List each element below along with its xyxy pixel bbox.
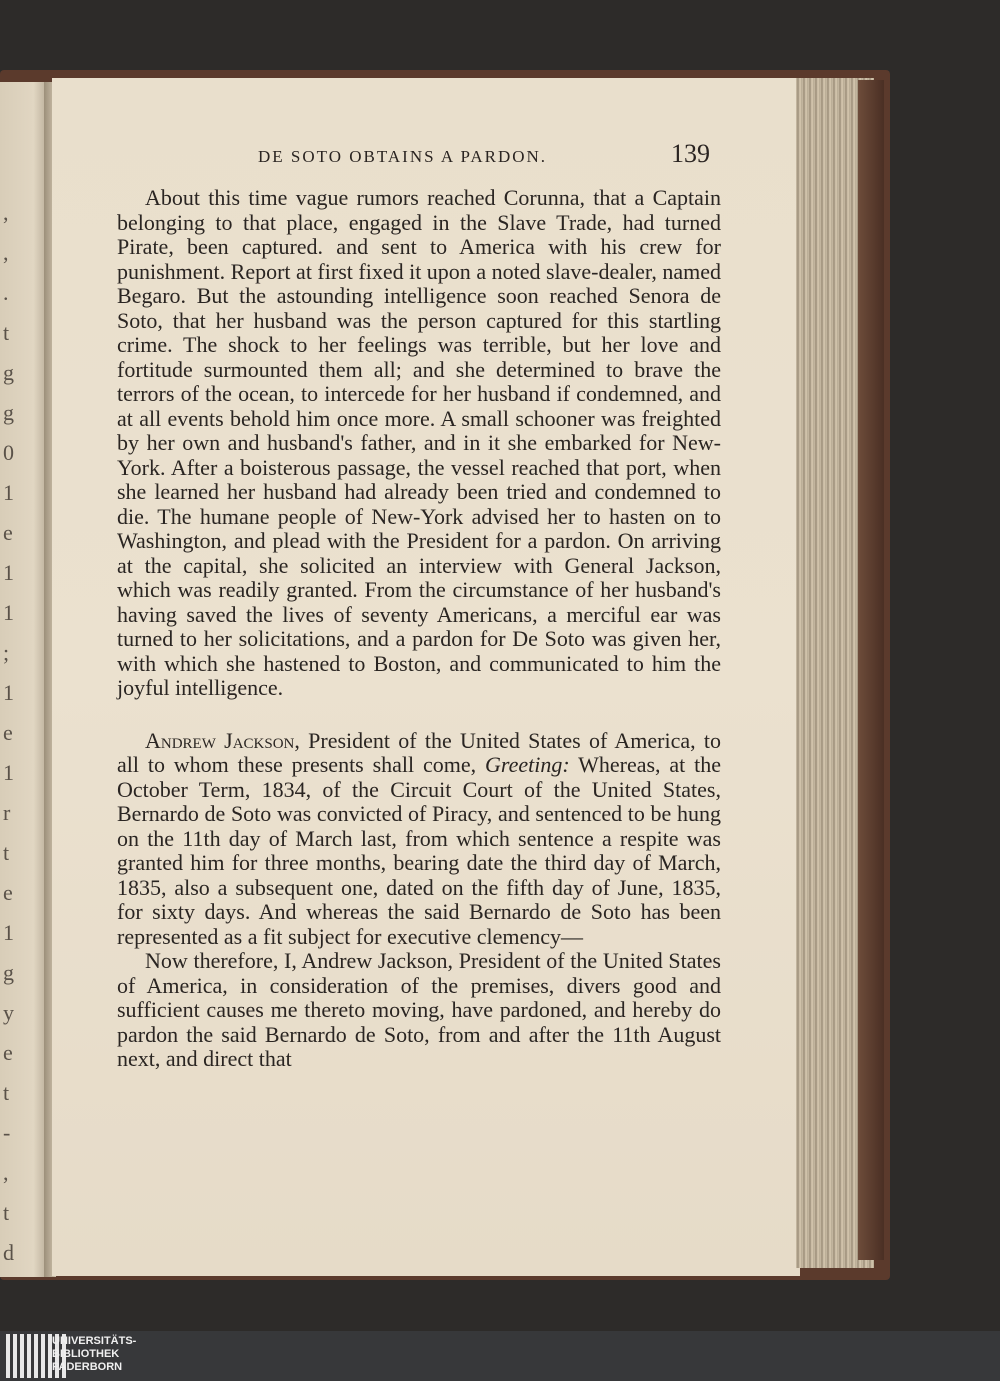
paragraph-pardon: Now therefore, I, Andrew Jackson, President of the United States of America, in consideration of the premises, divers good and sufficient causes me thereto moving, have pardoned, and hereby do pardon the said Bernardo de Soto, from and after the 11th August next, and direct that — [117, 948, 721, 1071]
greeting: Greeting: — [484, 752, 570, 777]
left-page-fragment: g — [3, 960, 14, 985]
paragraph-proclamation — [117, 729, 721, 950]
left-page-edge — [0, 82, 48, 1277]
page-body — [117, 186, 721, 1072]
left-page-fragment: t — [3, 840, 10, 865]
proclamation-lead: Andrew Jackson — [145, 727, 295, 753]
library-name-line1: UNIVERSITÄTS- — [52, 1335, 137, 1347]
left-page-fragment: - — [3, 1120, 11, 1145]
left-page-fragment: e — [3, 720, 13, 745]
running-head: DE SOTO OBTAINS A PARDON. — [258, 147, 548, 166]
left-page-fragment: 1 — [3, 600, 14, 625]
left-page-fragment: 1 — [3, 560, 14, 585]
left-page-fragment: g — [3, 360, 14, 385]
page-header — [258, 139, 718, 173]
left-page-fragment: t — [3, 1200, 10, 1225]
left-page-fragment: d — [3, 1240, 14, 1265]
proclamation-text-a: , President of the United States of America, to all to whom these presents shall come, — [117, 727, 721, 777]
left-page-fragment: , — [3, 240, 9, 265]
library-name — [52, 1335, 136, 1374]
left-page-fragment: 1 — [3, 760, 14, 785]
left-page-fragment: t — [3, 320, 10, 345]
paragraph-narrative: About this time vague rumors reached Corunna, that a Captain belonging to that place, engaged in the Slave Trade, had turned Pirate, been captured. and sent to America with his crew for punishment. Report at first fixed it upon a noted slave-dealer, named Begaro. But the astounding intelligence soon reached Senora de Soto, that her husband was the person captured for this startling crime. The shock to her feelings was terrible, but her love and fortitude surmounted them all; and she determined to brave the terrors of the ocean, to intercede for her husband if condemned, and at all events behold him once more. A small schooner was freighted by her own and husband's father, and in it she embarked for New-York. After a boisterous passage, the vessel reached that port, when she learned her husband had already been tried and condemned to die. The humane people of New-York advised her to hasten on to Washington, and plead with the President for a pardon. On arriving at the capital, she solicited an interview with General Jackson, which was readily granted. From the circumstance of her husband's having saved the lives of seventy Americans, a merciful ear was turned to her solicitations, and a pardon for De Soto was given her, with which she hastened to Boston, and communicated to him the joyful intelligence. — [117, 185, 721, 700]
left-page-fragment: , — [3, 1160, 9, 1185]
left-page-fragment: e — [3, 880, 13, 905]
left-page-fragment: ; — [3, 640, 10, 665]
left-page-fragment: , — [3, 200, 9, 225]
library-name-line3: PADERBORN — [52, 1361, 123, 1373]
left-page-fragment: e — [3, 520, 13, 545]
proclamation-text-b: Whereas, at the October Term, 1834, of the Circuit Court of the United States, Bernardo de Soto was convicted of Piracy, and sentenced to be hung on the 11th day of March last, from which sentence a respite was granted him for three months, bearing date the third day of March, 1835, also a subsequent one, dated on the fifth day of June, 1835, for sixty days. And whereas the said Bernardo de Soto has been represented as a fit subject for executive clemency— — [117, 752, 721, 949]
left-page-fragment: 1 — [3, 680, 14, 705]
left-page-fragment: r — [3, 800, 11, 825]
left-page-fragment: t — [3, 1080, 10, 1105]
page-number: 139 — [671, 139, 710, 168]
left-page-fragment: y — [3, 1000, 14, 1025]
left-page-fragment: 1 — [3, 920, 14, 945]
left-page-fragment: e — [3, 1040, 13, 1065]
left-page-fragment: 0 — [3, 440, 14, 465]
library-footer — [0, 1331, 1000, 1381]
left-page-fragment: 1 — [3, 480, 14, 505]
cover-edge — [858, 80, 884, 1260]
library-name-line2: BIBLIOTHEK — [52, 1348, 120, 1360]
left-page-fragment: . — [3, 280, 9, 305]
left-page-fragment: g — [3, 400, 14, 425]
